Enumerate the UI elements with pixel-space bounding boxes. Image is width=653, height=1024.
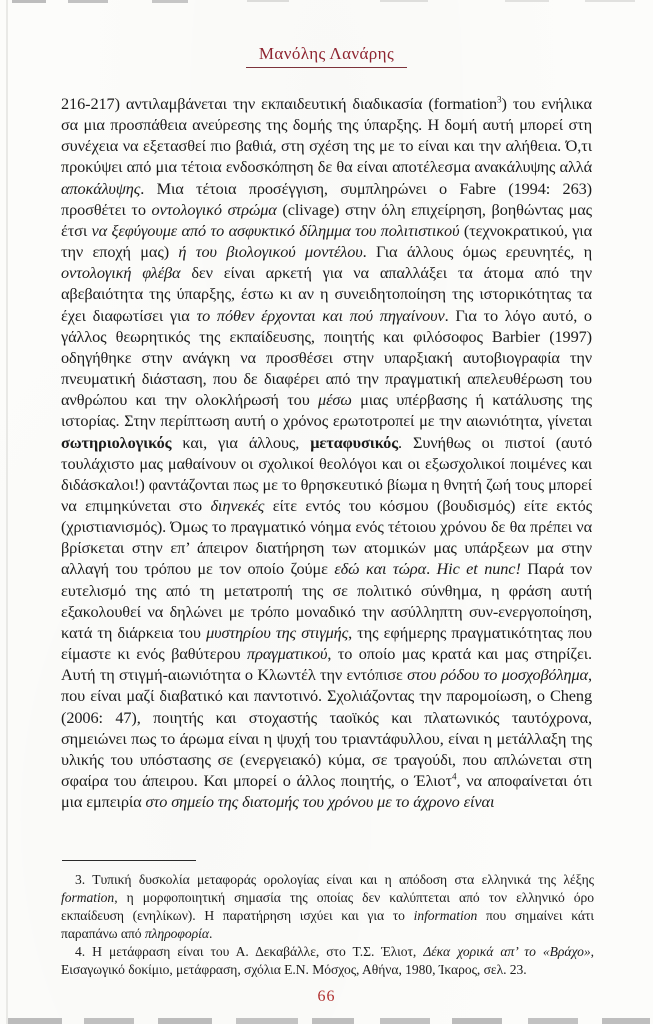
author-name-header: Μανόλης Λανάρης — [246, 44, 407, 68]
body-paragraph — [61, 93, 592, 812]
text-run: μέσω — [318, 390, 352, 410]
scan-artifact-bottom — [452, 1018, 502, 1024]
running-header — [0, 44, 653, 68]
text-run: . — [208, 926, 213, 942]
text-run: να ξεφύγουμε από το ασφυκτικό δίλημμα του πολιτιστικού — [91, 220, 460, 240]
text-run: , της εφήμερης πραγματικότητας που είμαστε κι ενός βαθύτερου — [61, 622, 593, 664]
scan-artifact-bottom — [312, 1018, 354, 1024]
page-number: 66 — [317, 988, 336, 1005]
text-run: αποκάλυψης — [61, 178, 141, 198]
scan-artifact-bottom — [158, 1018, 212, 1024]
scan-artifact-top — [152, 0, 188, 3]
text-run: (clivage) στην όλη επιχείρηση, βοηθώντας μας έτσι — [61, 199, 593, 240]
footnote-4 — [61, 943, 594, 979]
text-run: formation — [61, 890, 115, 906]
text-run: το πόθεν έρχονται και πού πηγαίνουν — [196, 305, 445, 325]
text-run: . Για άλλους όμως ερευνητές, η — [362, 242, 593, 262]
text-run: . Συνήθως οι πιστοί (αυτό τουλάχιστο μας μαθαίνουν οι σχολικοί θεολόγοι και οι εξωσχολικοί ποιμένες και διδάσκαλοι!) φαντάζονται πως με το θρησκευτικό βίωμα η θνητή ζωή τους μπορεί να επιμηκύνεται στο — [61, 432, 593, 515]
text-run: Hic et nunc! — [436, 559, 521, 579]
text-run: είτε εντός του κόσμου (βουδισμός) είτε εκτός (χριστιανισμός). Όμως το πραγματικό νόημα ενός τέτοιου χρόνου δε θα πρέπει να βρίσκεται στην επ’ άπειρον διατήρηση των ατομικών μας υπάρξεων μα στην αλλαγή του τρόπου με τον οποίο ζούμε — [61, 495, 592, 579]
text-run: πραγματικού — [247, 644, 328, 664]
text-run: . Μια τέτοια προσέγγιση, συμπληρώνει ο Fabre (1994: 263) προσθέτει το — [61, 178, 592, 219]
text-run: διηνεκές — [210, 495, 265, 515]
text-run: 3. Τυπική δυσκολία μεταφοράς ορολογίας είναι και η απόδοση στα ελληνικά της λέξης — [75, 872, 594, 887]
text-run: στο σημείο της διατομής του χρόνου με το άχρονο είναι — [145, 792, 495, 812]
scan-artifact-bottom — [528, 1018, 578, 1024]
scan-artifact-bottom — [380, 1018, 430, 1024]
scan-edge-line-left — [6, 0, 8, 1024]
text-run: 3 — [496, 94, 502, 105]
scan-artifact-top — [505, 0, 549, 2]
scan-artifact-top — [585, 0, 635, 2]
text-run: σωτηριολογικός — [61, 432, 172, 452]
scan-artifact-top — [380, 0, 428, 2]
text-run: (τεχνοκρατικού, για την εποχή μας) — [61, 220, 593, 262]
scan-artifact-bottom — [602, 1018, 650, 1024]
text-run: , να αποφαίνεται ότι μια εμπειρία — [61, 771, 592, 812]
page-number-area — [0, 988, 653, 1006]
text-run: στου ρόδου το μοσχοβόλημα — [407, 665, 589, 685]
text-run: δεν είναι αρκετή για να απαλλάξει τα άτομα από την αβεβαιότητα της ύπαρξης, έστω κι αν η συνειδητοποίηση της ιστορικότητας τα έχει διαφωτίσει για — [61, 263, 592, 325]
text-run: εδώ και τώρα — [334, 559, 427, 579]
scan-artifact-bottom — [236, 1018, 298, 1024]
text-run: , η μορφοποιητική σημασία της οποίας δεν καλύπτεται από τον ελληνικό όρο εκπαίδευση (ενηλίκων). Η παρατήρηση ισχύει και για το — [61, 890, 594, 924]
text-run: 4 — [451, 771, 457, 782]
text-run: μυστηρίου της στιγμής — [206, 622, 349, 642]
scan-artifact-bottom — [84, 1018, 134, 1024]
text-run: , το οποίο μας κρατά και μας στηρίζει. Αυτή τη στιγμή-αιωνιότητα ο Κλωντέλ την εντόπισε — [61, 644, 592, 685]
text-run: και, για άλλους, — [171, 432, 311, 452]
scan-artifact-top — [68, 0, 108, 3]
text-run: information — [413, 908, 478, 924]
text-run: Παρά τον ευτελισμό της από τη μετατροπή της σε πολιτικό σύνθημα, η φράση αυτή εξακολουθεί να δηλώνει με τρόπο μοναδικό την ασύλληπτη συν-ενεργοποίηση, κατά τη διάρκεια του — [61, 559, 592, 642]
text-run: ) του ενήλικα σα μια προσπάθεια ανεύρεσης της δομής της ύπαρξης. Η δομή αυτή μπορεί στη συνέχεια να εξετασθεί πιο βαθιά, στη σχέση της με το είναι και την αλήθεια. Ό,τι προκύψει από μια τέτοια ενδοσκόπηση δε θα είναι αποτέλεσμα ανακάλυψης αλλά — [61, 94, 592, 177]
text-run: . Για το λόγο αυτό, ο γάλλος θεωρητικός της εκπαίδευσης, ποιητής και φιλόσοφος Barbier (1997) οδηγήθηκε στην ανάγκη να προσθέσει στην υπαρξιακή αυτοβιογραφία την πνευματική διάσταση, που δε διαφέρει από την πραγματική απελευθέρωση του ανθρώπου και την ολοκλήρωσή του — [61, 305, 592, 410]
text-run: 216-217) αντιλαμβάνεται την εκπαιδευτική διαδικασία (formation — [61, 94, 497, 113]
text-run: που σημαίνει κάτι παραπάνω από — [61, 908, 594, 942]
text-run: πληροφορία — [144, 926, 209, 942]
text-run: ή του βιολογικού μοντέλου — [178, 242, 363, 262]
text-run: , που είναι μαζί διαβατικό και παντοτινό. Σχολιάζοντας την παρομοίωση, ο Cheng (2006: 47), ποιητής και στοχαστής ταοϊκός και πλατωνικός ταυτόχρονα, σημειώνει πως το άρωμα είναι η ψυχή του τριαντάφυλλου, είναι η μετάλλαξη της υλικής του υπόστασης σε (ενεργειακό) κύμα, σε τραγούδι, που απλώνεται στη σφαίρα του άπειρου. Και μπορεί ο άλλος ποιητής, ο Έλιοτ — [61, 665, 592, 790]
text-run: 4. Η μετάφραση είναι του Α. Δεκαβάλλε, στο Τ.Σ. Έλιοτ, — [75, 944, 424, 960]
text-run: μεταφυσικός — [310, 432, 398, 452]
text-run: . — [426, 559, 437, 579]
text-run: μιας υπέρβασης ή κατάλυσης της ιστορίας. Στην περίπτωση αυτή ο χρόνος ερωτοτροπεί με την αιωνιότητα, γίνεται — [61, 390, 592, 431]
footnote-separator-rule — [62, 860, 196, 861]
scan-artifact-top — [247, 0, 289, 2]
footnote-3 — [61, 871, 594, 943]
text-run: , Εισαγωγικό δοκίμιο, μετάφραση, σχόλια Ε.Ν. Μόσχος, Αθήνα, 1980, Ίκαρος, σελ. 23. — [61, 944, 594, 978]
text-run: οντολογικό στρώμα — [151, 199, 277, 219]
scan-artifact-bottom — [8, 1018, 62, 1024]
footnotes-block — [61, 871, 594, 980]
text-run: Δέκα χορικά απ’ το «Βράχο» — [423, 944, 591, 960]
text-run: οντολογική φλέβα — [61, 263, 181, 283]
scan-artifact-top — [12, 0, 46, 3]
